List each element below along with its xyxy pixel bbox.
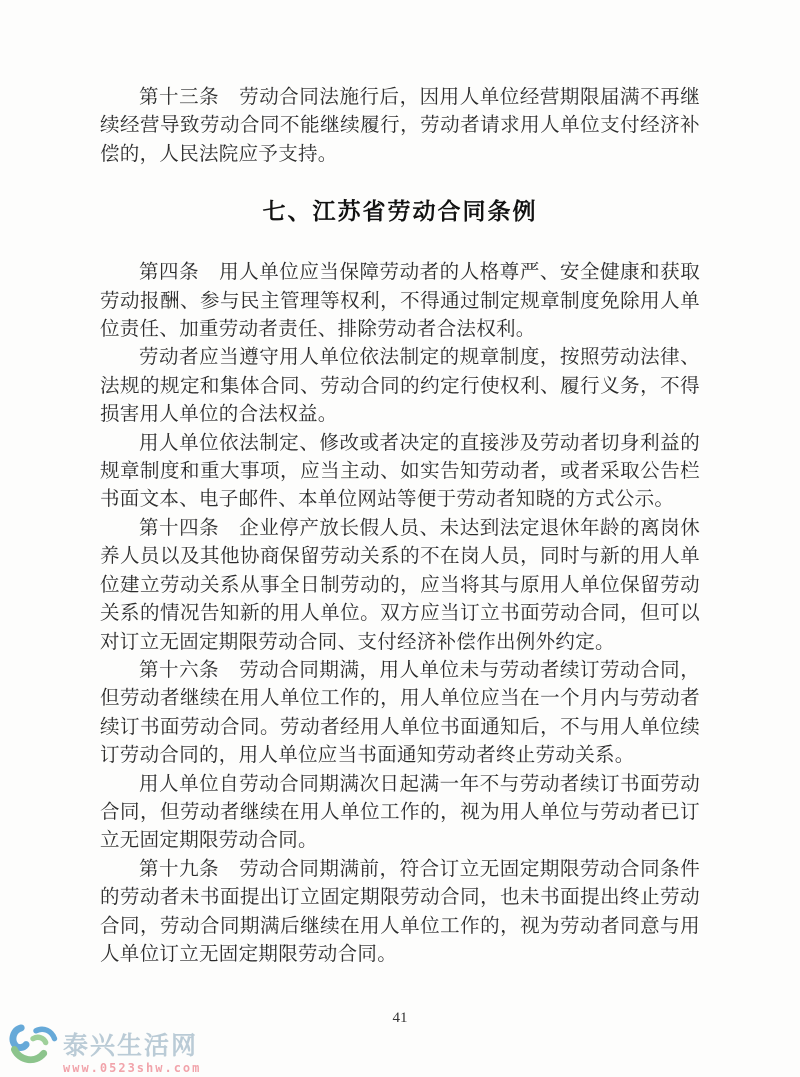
section-heading: 七、江苏省劳动合同条例 xyxy=(262,198,538,225)
paragraph: 用人单位依法制定、修改或者决定的直接涉及劳动者切身利益的规章制度和重大事项，应当主动、如实告知劳动者，或者采取公告栏书面文本、电子邮件、本单位网站等便于劳动者知晓的方式公示。 xyxy=(100,432,700,511)
site-name: 泰兴生活网 xyxy=(63,1032,199,1060)
site-url: www.0523shw.com xyxy=(63,1061,202,1075)
watermark-text xyxy=(63,1034,201,1074)
paragraph: 第十九条 劳动合同期满前，符合订立无固定期限劳动合同条件的劳动者未书面提出订立固定期限劳动合同，也未书面提出终止劳动合同，劳动合同期满后继续在用人单位工作的，视为劳动者同意与用人单位订立无固定期限劳动合同。 xyxy=(100,858,700,965)
paragraph: 用人单位自劳动合同期满次日起满一年不与劳动者续订书面劳动合同，但劳动者继续在用人单位工作的，视为用人单位与劳动者已订立无固定期限劳动合同。 xyxy=(100,773,700,852)
document-body xyxy=(100,84,700,969)
paragraph: 第十六条 劳动合同期满，用人单位未与劳动者续订劳动合同，但劳动者继续在用人单位工作的，用人单位应当在一个月内与劳动者续订书面劳动合同。劳动者经用人单位书面通知后，不与用人单位续订劳动合同的，用人单位应当书面通知劳动者终止劳动关系。 xyxy=(100,659,700,767)
site-logo-icon xyxy=(6,1022,58,1074)
page-number: 41 xyxy=(392,1010,408,1026)
paragraph: 劳动者应当遵守用人单位依法制定的规章制度，按照劳动法律、法规的规定和集体合同、劳动合同的约定行使权利、履行义务，不得损害用人单位的合法权益。 xyxy=(100,347,700,426)
watermark xyxy=(6,1022,201,1074)
paragraph: 第四条 用人单位应当保障劳动者的人格尊严、安全健康和获取劳动报酬、参与民主管理等权利，不得通过制定规章制度免除用人单位责任、加重劳动者责任、排除劳动者合法权利。 xyxy=(100,262,700,341)
intro-paragraph: 第十三条 劳动合同法施行后，因用人单位经营期限届满不再继续经营导致劳动合同不能继续履行，劳动者请求用人单位支付经济补偿的，人民法院应予支持。 xyxy=(100,87,700,165)
paragraph: 第十四条 企业停产放长假人员、未达到法定退休年龄的离岗休养人员以及其他协商保留劳动关系的不在岗人员，同时与新的用人单位建立劳动关系从事全日制劳动的，应当将其与原用人单位保留劳动关系的情况告知新的用人单位。双方应当订立书面劳动合同，但可以对订立无固定期限劳动合同、支付经济补偿作出例外约定。 xyxy=(100,517,700,653)
